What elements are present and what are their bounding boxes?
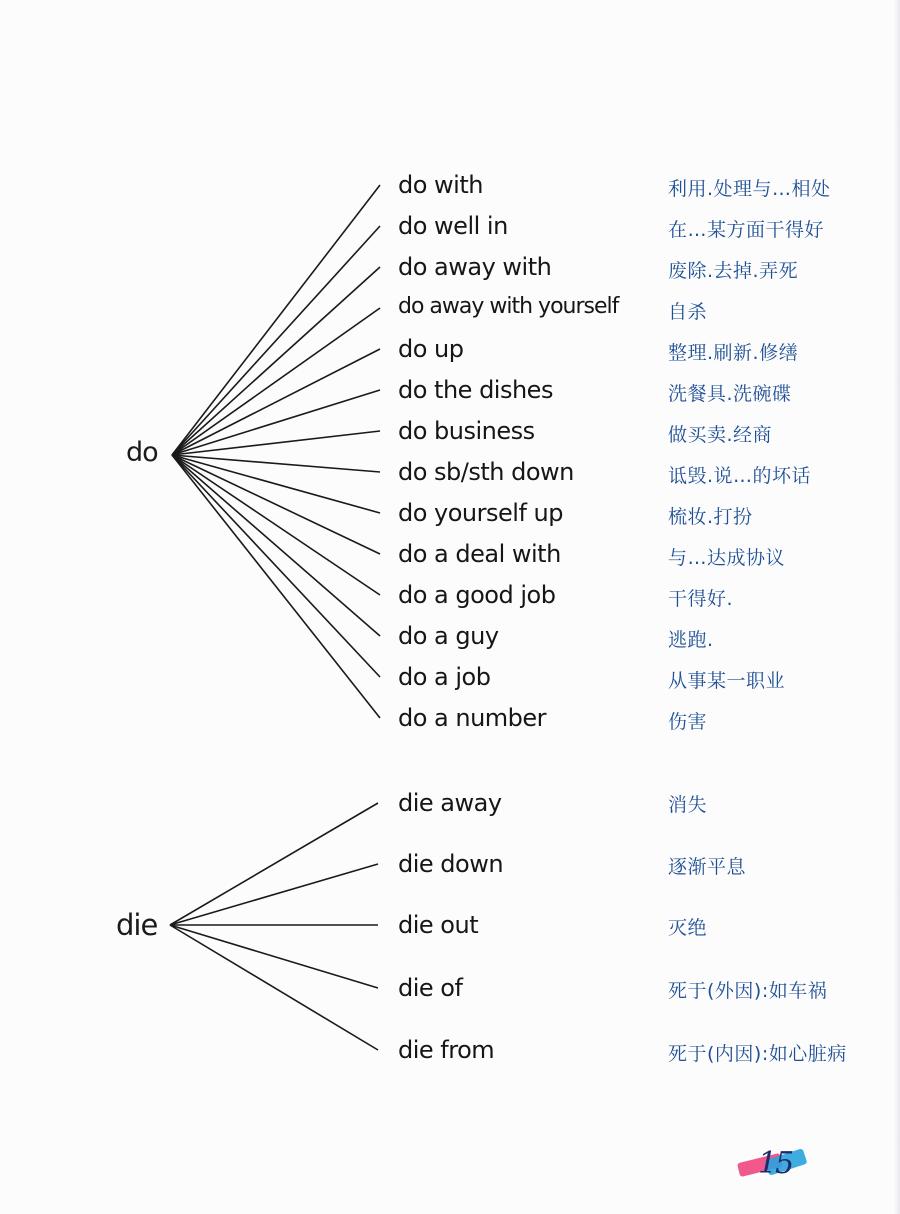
phrase-text: die out	[398, 911, 479, 939]
meaning-text: 废除.去掉.弄死	[668, 260, 799, 282]
phrase-text: do away with	[398, 253, 552, 281]
meaning-text: 在…某方面干得好	[668, 219, 825, 241]
phrase-text: die of	[398, 974, 463, 1002]
branch-line	[172, 455, 380, 636]
branch-line	[170, 925, 378, 988]
branch-line	[172, 185, 380, 455]
meaning-text: 逃跑.	[668, 629, 714, 651]
meaning-text: 梳妆.打扮	[668, 506, 753, 528]
phrase-text: do sb/sth down	[398, 458, 574, 486]
branch-line	[170, 925, 378, 1050]
branch-line	[172, 308, 380, 455]
phrase-text: do a job	[398, 663, 491, 691]
phrase-text: do a deal with	[398, 540, 561, 568]
branch-line	[172, 349, 380, 455]
phrase-text: die from	[398, 1036, 495, 1064]
branch-line	[172, 455, 380, 595]
root-word-die: die	[116, 908, 158, 942]
branch-line	[170, 864, 378, 925]
page-number-text: 15	[758, 1146, 793, 1181]
do-branch-lines	[172, 185, 380, 718]
meaning-text: 灭绝	[668, 917, 708, 939]
branch-line	[172, 226, 380, 455]
branch-line	[172, 390, 380, 455]
meaning-text: 消失	[668, 794, 708, 816]
meaning-text: 死于(外因):如车祸	[668, 980, 828, 1002]
phrase-text: do up	[398, 335, 464, 363]
meaning-text: 整理.刷新.修缮	[668, 342, 799, 364]
meaning-text: 干得好.	[668, 588, 734, 610]
meaning-text: 伤害	[668, 711, 708, 733]
page-number	[736, 1146, 806, 1186]
phrase-text: do the dishes	[398, 376, 553, 404]
die-branch-lines	[170, 803, 378, 1050]
branch-line	[172, 455, 380, 718]
meaning-text: 利用.处理与…相处	[668, 178, 831, 200]
meaning-text: 与…达成协议	[668, 547, 786, 569]
phrase-text: do business	[398, 417, 535, 445]
branch-line	[172, 267, 380, 455]
phrase-text: do yourself up	[398, 499, 563, 527]
branch-line	[170, 803, 378, 925]
branch-line	[172, 455, 380, 677]
phrase-text: die away	[398, 789, 502, 817]
phrase-text: do well in	[398, 212, 508, 240]
phrase-text: do with	[398, 171, 483, 199]
phrase-text: die down	[398, 850, 504, 878]
meaning-text: 自杀	[668, 301, 708, 323]
meaning-text: 洗餐具.洗碗碟	[668, 383, 792, 405]
meaning-text: 做买卖.经商	[668, 424, 773, 446]
meaning-text: 从事某一职业	[668, 670, 786, 692]
meaning-text: 诋毁.说…的坏话	[668, 465, 812, 487]
phrase-text: do a guy	[398, 622, 499, 650]
meaning-text: 逐渐平息	[668, 856, 747, 878]
phrase-text: do a good job	[398, 581, 556, 609]
branch-line	[172, 431, 380, 455]
root-word-do: do	[126, 437, 158, 468]
phrase-text: do a number	[398, 704, 547, 732]
meaning-text: 死于(内因):如心脏病	[668, 1043, 847, 1065]
phrase-text: do away with yourself	[398, 294, 619, 319]
